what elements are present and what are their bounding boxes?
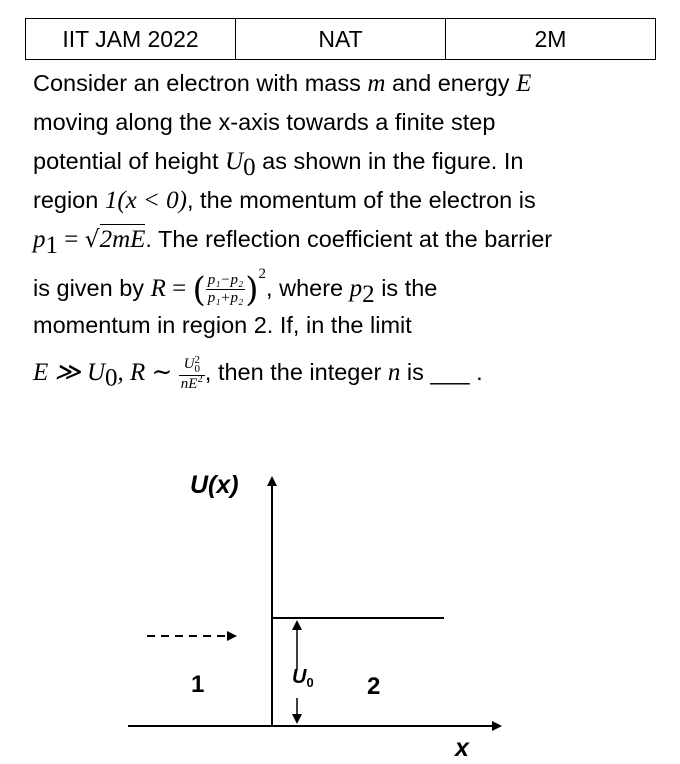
question-line-6: is given by R = ( $\frac{\text{p₁−p₂}}{\text{p₁+p₂}}$ )$^2$, where $p_2$ is the <box>33 266 438 310</box>
question-line-5: $p_1 = √2mE$. The reflection coefficient at the barrier <box>33 225 553 259</box>
question-line-2: moving along the x-axis towards a finite step <box>33 109 496 135</box>
marks-cell: 2M <box>446 19 656 60</box>
question-line-3: potential of height $U_0$ as shown in the figure. In <box>33 148 524 181</box>
question-line-1: Consider an electron with mass m and energy E <box>33 70 532 97</box>
question-line-8: E ≫ $U_0$, R ∼ U 2 0 $nE^2$ , then the integer n is ___ . <box>33 354 483 392</box>
exam-cell: IIT JAM 2022 <box>26 19 236 60</box>
region-2-label: 2 <box>367 673 381 700</box>
limit-fraction: U 2 0 $nE^2$ <box>180 354 203 392</box>
answer-blank: ___ . <box>430 359 483 385</box>
question-line-4: region 1(x < 0), the momentum of the electron is <box>33 187 536 214</box>
height-label: $U_0$ <box>292 666 314 690</box>
question-type-cell: NAT <box>236 19 446 60</box>
question-line-7: momentum in region 2. If, in the limit <box>33 312 412 338</box>
y-axis-label: U(x) <box>190 471 239 499</box>
region-1-label: 1 <box>191 671 205 698</box>
reflection-fraction: $\frac{\text{p₁−p₂}}{\text{p₁+p₂}}$ <box>207 272 244 307</box>
x-axis-label: x <box>455 734 469 762</box>
